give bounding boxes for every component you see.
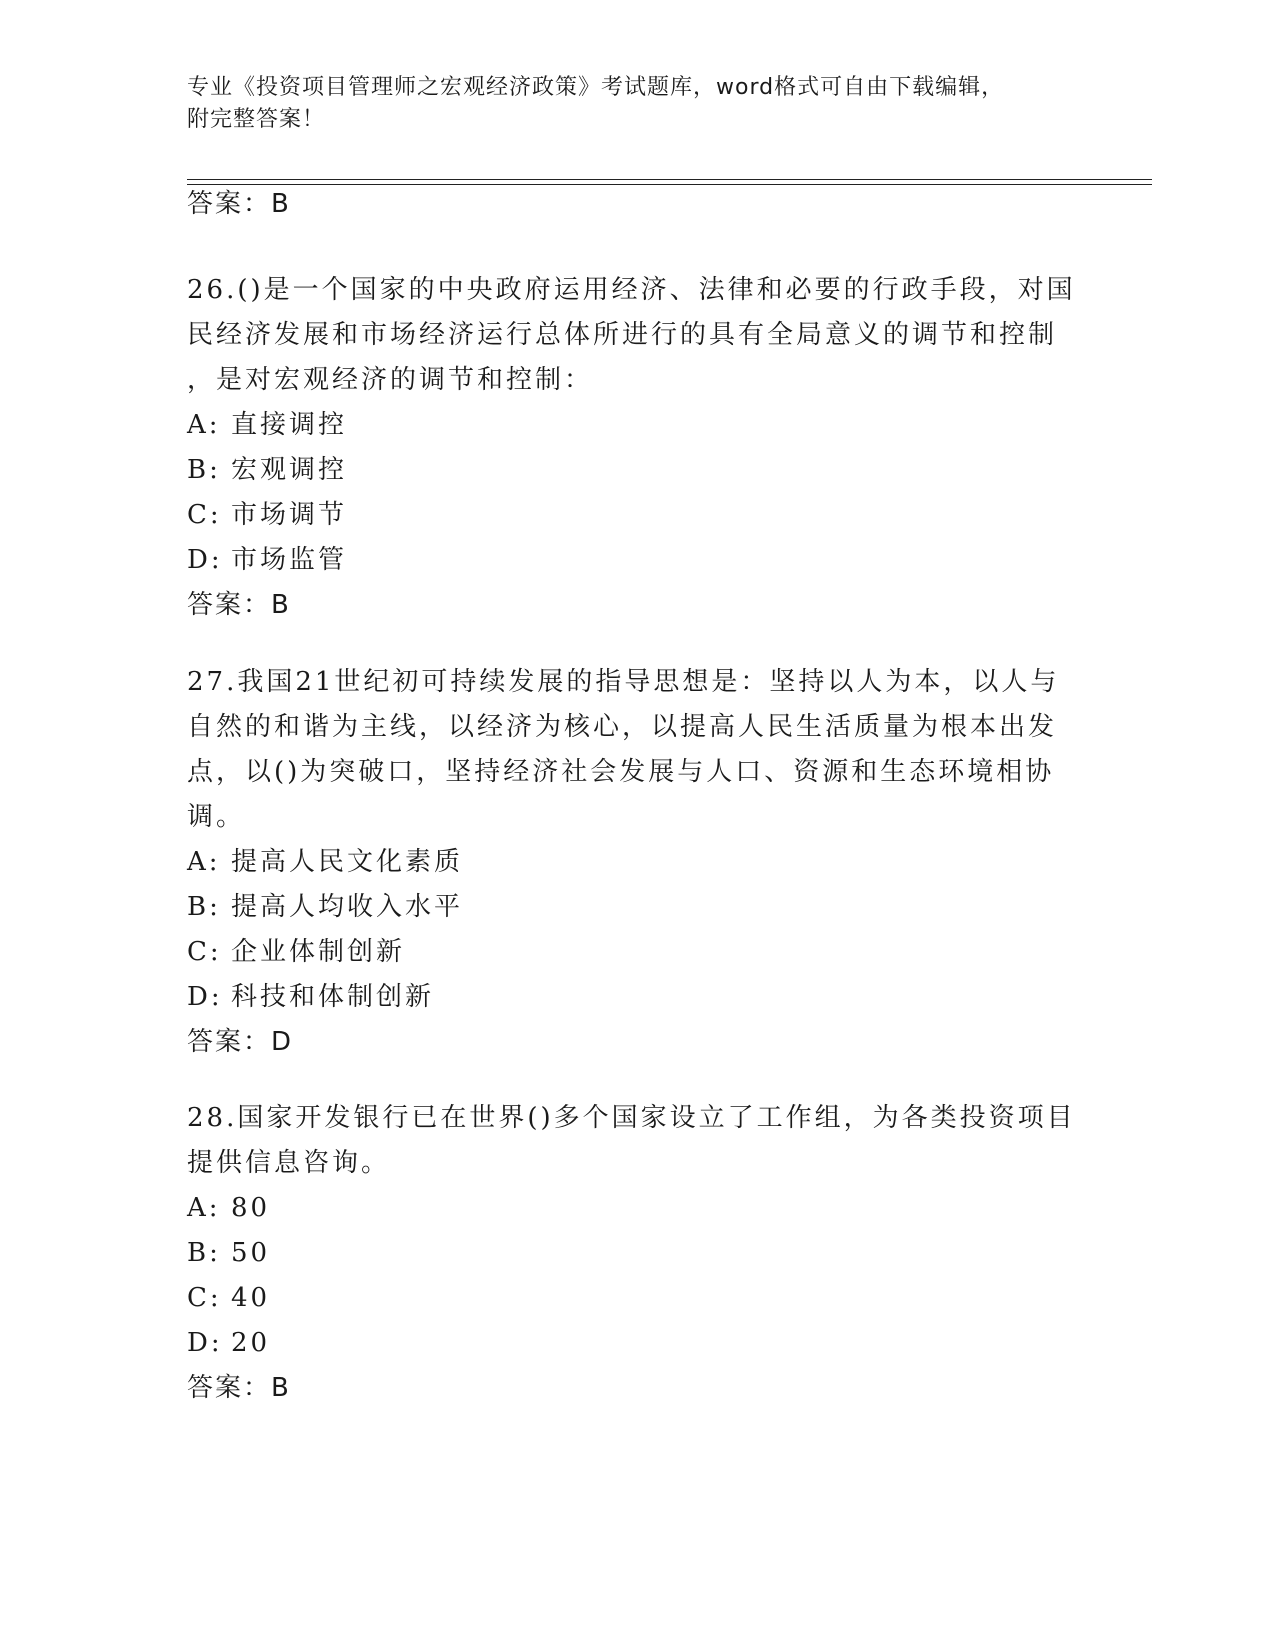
- answer-line: 答案：B: [187, 1373, 291, 1403]
- question-text-line: 27.我国21世纪初可持续发展的指导思想是：坚持以人为本，以人与: [187, 667, 1060, 697]
- question-text-line: 26.()是一个国家的中央政府运用经济、法律和必要的行政手段，对国: [187, 275, 1076, 305]
- option-a: A: 提高人民文化素质: [187, 847, 464, 877]
- question-text-line: ，是对宏观经济的调节和控制：: [187, 365, 594, 395]
- document-header: [187, 72, 1087, 136]
- question-28: [187, 1096, 1087, 1410]
- question-text-line: 提供信息咨询。: [187, 1148, 391, 1178]
- header-line-2: 附完整答案！: [187, 107, 326, 132]
- option-d: D: 科技和体制创新: [187, 982, 435, 1012]
- answer-line: 答案：D: [187, 1027, 294, 1057]
- question-text-line: 调。: [187, 802, 246, 832]
- option-b: B: 宏观调控: [187, 455, 348, 485]
- option-d: D: 市场监管: [187, 545, 348, 575]
- option-c: C: 市场调节: [187, 500, 348, 530]
- option-a: A: 直接调控: [187, 410, 348, 440]
- question-text-line: 点，以()为突破口，坚持经济社会发展与人口、资源和生态环境相协: [187, 757, 1055, 787]
- option-c: C: 40: [187, 1283, 271, 1313]
- header-line-1: 专业《投资项目管理师之宏观经济政策》考试题库，word格式可自由下载编辑，: [187, 75, 1005, 100]
- option-c: C: 企业体制创新: [187, 937, 406, 967]
- question-27: [187, 660, 1087, 1064]
- question-26: [187, 268, 1087, 627]
- previous-question-answer: 答案：B: [187, 189, 291, 219]
- answer-line: 答案：B: [187, 590, 291, 620]
- question-text-line: 28.国家开发银行已在世界()多个国家设立了工作组，为各类投资项目: [187, 1103, 1076, 1133]
- question-text-line: 民经济发展和市场经济运行总体所进行的具有全局意义的调节和控制: [187, 320, 1058, 350]
- option-b: B: 50: [187, 1238, 271, 1268]
- option-d: D: 20: [187, 1328, 271, 1358]
- question-text-line: 自然的和谐为主线，以经济为核心，以提高人民生活质量为根本出发: [187, 712, 1058, 742]
- header-divider-top: [187, 179, 1152, 180]
- option-a: A: 80: [187, 1193, 271, 1223]
- option-b: B: 提高人均收入水平: [187, 892, 464, 922]
